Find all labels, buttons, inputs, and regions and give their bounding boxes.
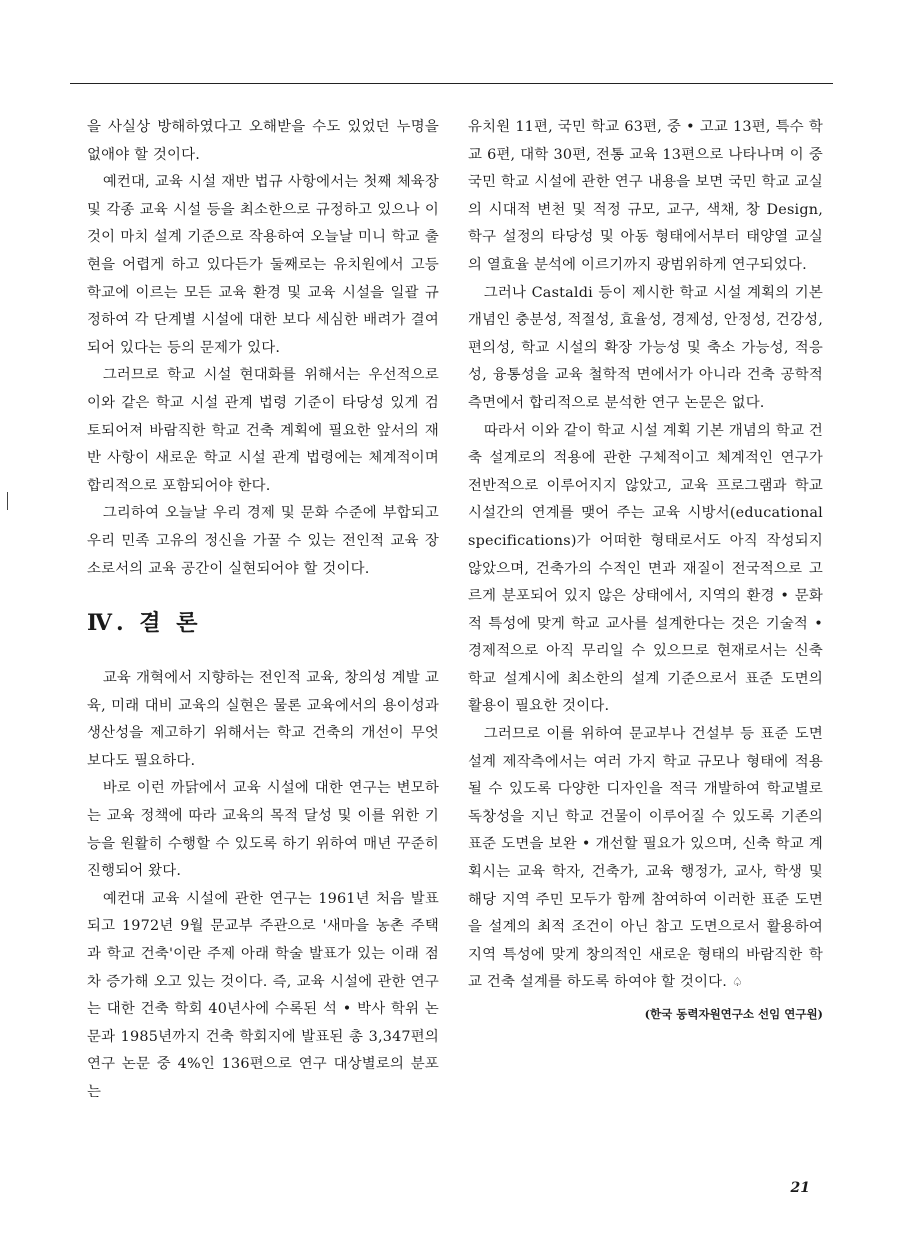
end-mark-icon: ♤ <box>731 975 743 990</box>
left-paragraph-1: 을 사실상 방해하였다고 오해받을 수도 있었던 누명을 없애야 할 것이다. <box>87 119 439 163</box>
margin-mark <box>7 492 8 510</box>
left-paragraph-3: 그러므로 학교 시설 현대화를 위해서는 우선적으로 이와 같은 학교 시설 관계 법령 기준이 타당성 있게 검토되어져 바람직한 학교 건축 계획에 필요한 앞서의 재반 사항이 새로운 학교 시설 관계 법령에는 체계적이며 합리적으로 포함되어야 한다. <box>87 367 439 494</box>
right-paragraph-1: 유치원 11편, 국민 학교 63편, 중 • 고교 13편, 특수 학교 6편, 대학 30편, 전통 교육 13편으로 나타나며 이 중 국민 학교 시설에 관한 연구 내용을 보면 국민 학교 교실의 시대적 변천 및 적정 규모, 교구, 색채, 창 Design, 학구 설정의 타당성 및 아동 형태에서부터 태양열 교실의 열효율 분석에 이르기까지 광범위하게 연구되었다. <box>468 119 823 273</box>
section-heading-conclusion: Ⅳ. 결 론 <box>87 610 202 637</box>
left-paragraph-4: 그리하여 오늘날 우리 경제 및 문화 수준에 부합되고 우리 민족 고유의 정신을 가꿀 수 있는 전인적 교육 장소로서의 교육 공간이 실현되어야 할 것이다. <box>87 505 439 577</box>
right-column <box>468 114 823 1029</box>
conclusion-paragraph-1: 교육 개혁에서 지향하는 전인적 교육, 창의성 계발 교육, 미래 대비 교육의 실현은 물론 교육에서의 용이성과 생산성을 제고하기 위해서는 학교 건축의 개선이 무엇보다도 필요하다. <box>87 670 439 769</box>
conclusion-paragraph-2: 바로 이런 까닭에서 교육 시설에 대한 연구는 변모하는 교육 정책에 따라 교육의 목적 달성 및 이를 위한 기능을 원활히 수행할 수 있도록 하기 위하여 매년 꾸준히 진행되어 왔다. <box>87 780 439 880</box>
left-column <box>87 114 439 1107</box>
header-rule <box>70 83 833 84</box>
author-affiliation: (한국 동력자원연구소 선임 연구원) <box>644 1007 823 1021</box>
left-paragraph-2: 예컨대, 교육 시설 재반 법규 사항에서는 첫째 체육장 및 각종 교육 시설 등을 최소한으로 규정하고 있으나 이것이 마치 설계 기준으로 작용하여 오늘날 미니 학교 출현을 어렵게 하고 있다든가 둘째로는 유치원에서 고등 학교에 이르는 모든 교육 환경 및 교육 시설을 일괄 규정하여 각 단계별 시설에 대한 보다 세심한 배려가 결여되어 있다는 등의 문제가 있다. <box>87 174 439 356</box>
right-paragraph-4 <box>468 721 823 997</box>
page-number: 21 <box>790 1180 810 1196</box>
right-paragraph-2: 그러나 Castaldi 등이 제시한 학교 시설 계획의 기본 개념인 충분성, 적절성, 효율성, 경제성, 안정성, 건강성, 편의성, 학교 시설의 확장 가능성 및 축소 가능성, 적응성, 융통성을 교육 철학적 면에서가 아니라 건축 공학적 측면에서 합리적으로 분석한 연구 논문은 없다. <box>468 284 823 411</box>
conclusion-paragraph-3: 예컨대 교육 시설에 관한 연구는 1961년 처음 발표되고 1972년 9월 문교부 주관으로 '새마을 농촌 주택과 학교 건축'이란 주제 아래 학술 발표가 있는 이래 점차 증가해 오고 있는 것이다. 즉, 교육 시설에 관한 연구는 대한 건축 학회 40년사에 수록된 석 • 박사 학위 논문과 1985년까지 건축 학회지에 발표된 총 3,347편의 연구 논문 중 4%인 136편으로 연구 대상별로의 분포는 <box>87 890 439 1100</box>
right-paragraph-4-text: 그러므로 이를 위하여 문교부나 건설부 등 표준 도면 설계 제작측에서는 여러 가지 학교 규모나 형태에 적용될 수 있도록 다양한 디자인을 적극 개발하여 학교별로 독창성을 지닌 학교 건물이 이루어질 수 있도록 기존의 표준 도면을 보완 • 개선할 필요가 있으며, 신축 학교 계획시는 교육 학자, 건축가, 교육 행정가, 교사, 학생 및 해당 지역 주민 모두가 함께 참여하여 이러한 표준 도면을 설계의 최적 조건이 아닌 참고 도면으로서 활용하여 지역 특성에 맞게 창의적인 새로운 형태의 바람직한 학교 건축 설계를 하도록 하여야 할 것이다. <box>468 726 823 991</box>
right-paragraph-3: 따라서 이와 같이 학교 시설 계획 기본 개념의 학교 건축 설계로의 적용에 관한 구체적이고 체계적인 연구가 전반적으로 이루어지지 않았고, 교육 프로그램과 학교 시설간의 연계를 맺어 주는 교육 시방서(educational specifications)가 어떠한 형태로서도 아직 작성되지 않았으며, 건축가의 수적인 면과 재질이 전국적으로 고르게 분포되어 있지 않은 상태에서, 지역의 환경 • 문화적 특성에 맞게 학교 교사를 설계한다는 것은 기술적 • 경제적으로 아직 무리일 수 있으므로 현재로서는 신축 학교 설계시에 최소한의 설계 기준으로서 표준 도면의 활용이 필요한 것이다. <box>468 422 823 715</box>
